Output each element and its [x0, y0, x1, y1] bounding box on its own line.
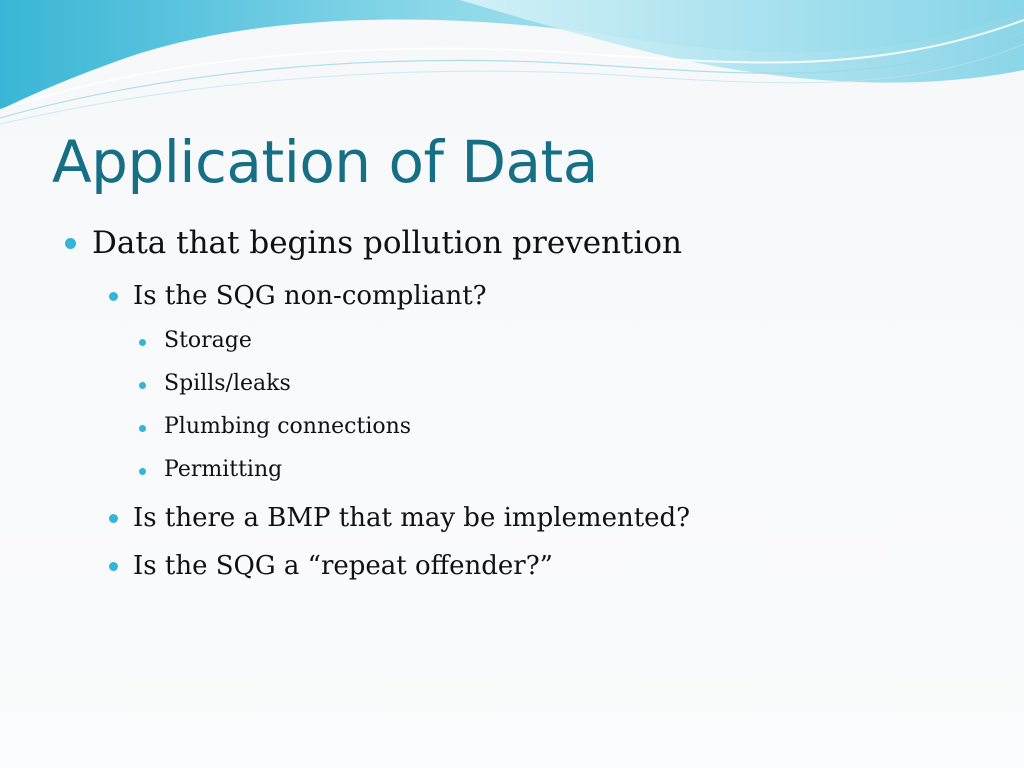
bullet-level2: Is there a BMP that may be implemented?	[133, 503, 691, 533]
bullet-level2: Is the SQG a “repeat offender?”	[133, 551, 553, 581]
bullet-level3: Spills/leaks	[164, 371, 291, 396]
bullet-dot-icon	[65, 238, 76, 249]
bullet-dot-icon	[139, 382, 146, 389]
slide-title: Application of Data	[52, 128, 598, 196]
header-wave-decoration	[0, 0, 1024, 130]
bullet-dot-icon	[109, 514, 118, 523]
bullet-level3: Permitting	[164, 457, 283, 482]
bullet-dot-icon	[139, 339, 146, 346]
bullet-level1: Data that begins pollution prevention	[92, 225, 683, 261]
bullet-dot-icon	[109, 562, 118, 571]
bullet-level3: Plumbing connections	[164, 414, 412, 439]
bullet-dot-icon	[109, 292, 118, 301]
bullet-level3: Storage	[164, 328, 252, 353]
bullet-dot-icon	[139, 425, 146, 432]
bullet-dot-icon	[139, 468, 146, 475]
bullet-level2: Is the SQG non-compliant?	[133, 281, 487, 311]
